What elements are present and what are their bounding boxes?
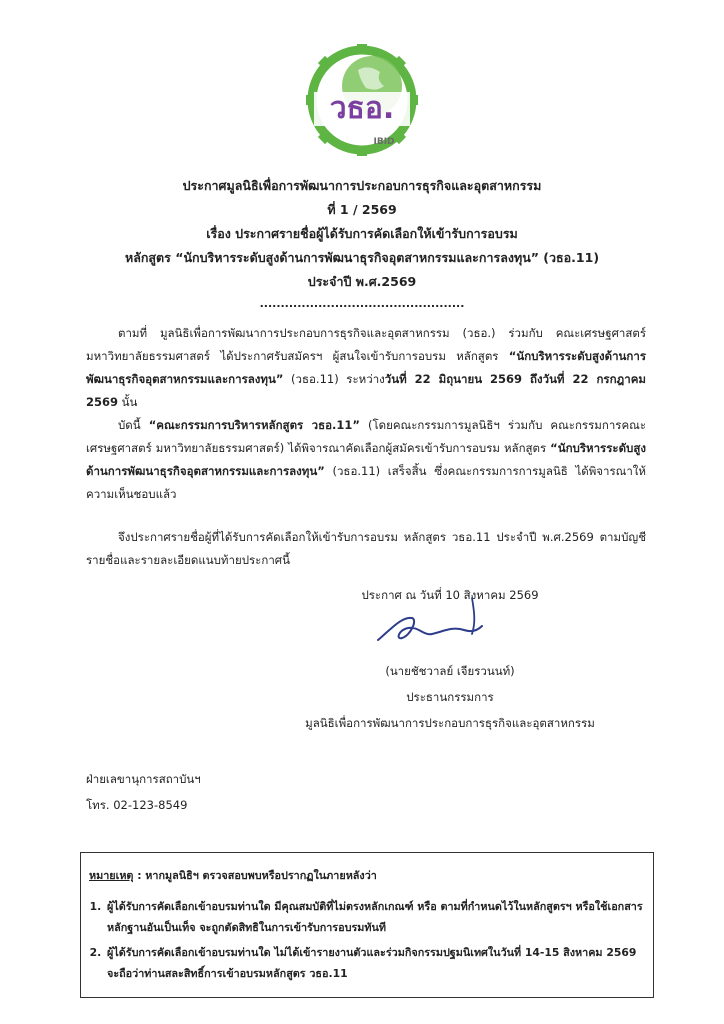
note-intro: : หากมูลนิธิฯ ตรวจสอบพบหรือปรากฏในภายหลังว่า — [133, 869, 377, 882]
header-subject: เรื่อง ประกาศรายชื่อผู้ได้รับการคัดเลือกให้เข้ารับการอบรม — [206, 226, 518, 241]
date-range-bold: วันที่ 22 มิถุนายน 2569 ถึงวันที่ 22 กรกฎาคม 2569 — [86, 372, 646, 409]
note-heading — [89, 865, 645, 886]
contact-phone: โทร. 02-123-8549 — [86, 798, 188, 812]
note-item: 1. ผู้ได้รับการคัดเลือกเข้าอบรมท่านใด มีคุณสมบัติที่ไม่ตรงหลักเกณฑ์ หรือ ตามที่กำหนดไว้ในหลักสูตรฯ หรือใช้เอกสารหลักฐานอันเป็นเท็จ จะถูกตัดสิทธิในการเข้ารับการอบรมทันที — [105, 896, 645, 938]
announcement-date: ประกาศ ณ วันที่ 10 สิงหาคม 2569 — [361, 588, 539, 602]
header-course: หลักสูตร “นักบริหารระดับสูงด้านการพัฒนาธุรกิจอุตสาหกรรมและการลงทุน” (วธอ.11) — [124, 250, 600, 265]
header-divider: ................................................. — [259, 297, 465, 310]
note-item: 2. ผู้ได้รับการคัดเลือกเข้าอบรมท่านใด ไม่ได้เข้ารายงานตัวและร่วมกิจกรรมปฐมนิเทศในวันที่ 14-15 สิงหาคม 2569 จะถือว่าท่านสละสิทธิ์การเข้าอบรมหลักสูตร วธอ.11 — [105, 942, 645, 984]
contact-info — [86, 766, 201, 818]
signatory-name: (นายชัชวาลย์ เจียรวนนท์) — [385, 664, 515, 678]
paragraph-2: บัดนี้ “คณะกรรมการบริหารหลักสูตร วธอ.11” (โดยคณะกรรมการมูลนิธิฯ ร่วมกับ คณะกรรมการคณะเศรษฐศาสตร์ มหาวิทยาลัยธรรมศาสตร์) ได้พิจารณาคัดเลือกผู้สมัครเข้ารับการอบรม หลักสูตร “นักบริหารระดับสูงด้านการพัฒนาธุรกิจอุตสาหกรรมและการลงทุน” (วธอ.11) เสร็จสิ้น ซึ่งคณะกรรมการการมูลนิธิ ได้พิจารณาให้ความเห็นชอบแล้ว — [86, 418, 646, 501]
header-line-1: ประกาศมูลนิธิเพื่อการพัฒนาการประกอบการธุรกิจและอุตสาหกรรม — [182, 178, 542, 193]
note-list — [89, 896, 645, 984]
course-name-bold: “นักบริหารระดับสูงด้านการพัฒนาธุรกิจอุตสาหกรรมและการลงทุน” — [86, 349, 646, 386]
header-number: ที่ 1 / 2569 — [327, 202, 397, 217]
foundation-logo — [300, 40, 424, 158]
signatory-position: ประธานกรรมการ — [406, 690, 494, 704]
course-name-bold-2: “นักบริหารระดับสูงด้านการพัฒนาธุรกิจอุตสาหกรรมและการลงทุน” — [86, 441, 646, 478]
svg-text:IBID: IBID — [373, 137, 395, 147]
svg-text:วธอ.: วธอ. — [329, 91, 395, 126]
paragraph-3: จึงประกาศรายชื่อผู้ที่ได้รับการคัดเลือกให้เข้ารับการอบรม หลักสูตร วธอ.11 ประจำปี พ.ศ.2569 ตามบัญชีรายชื่อและรายละเอียดแนบท้ายประกาศนี้ — [86, 530, 646, 567]
note-title: หมายเหตุ — [89, 869, 134, 882]
signatory-organization: มูลนิธิเพื่อการพัฒนาการประกอบการธุรกิจและอุตสาหกรรม — [305, 716, 595, 730]
signatory — [240, 660, 660, 734]
paragraph-1: ตามที่ มูลนิธิเพื่อการพัฒนาการประกอบการธุรกิจและอุตสาหกรรม (วธอ.) ร่วมกับ คณะเศรษฐศาสตร์ มหาวิทยาลัยธรรมศาสตร์ ได้ประกาศรับสมัครฯ ผู้สนใจเข้ารับการอบรม หลักสูตร “นักบริหารระดับสูงด้านการพัฒนาธุรกิจอุตสาหกรรมและการลงทุน” (วธอ.11) ระหว่างวันที่ 22 มิถุนายน 2569 ถึงวันที่ 22 กรกฎาคม 2569 นั้น — [86, 326, 646, 409]
contact-department: ฝ่ายเลขานุการสถาบันฯ — [86, 772, 201, 786]
committee-name-bold: “คณะกรรมการบริหารหลักสูตร วธอ.11” — [148, 418, 360, 432]
announcement-header — [60, 176, 664, 314]
header-year: ประจำปี พ.ศ.2569 — [307, 274, 417, 289]
note-box — [80, 852, 654, 998]
signature-image — [372, 596, 484, 648]
